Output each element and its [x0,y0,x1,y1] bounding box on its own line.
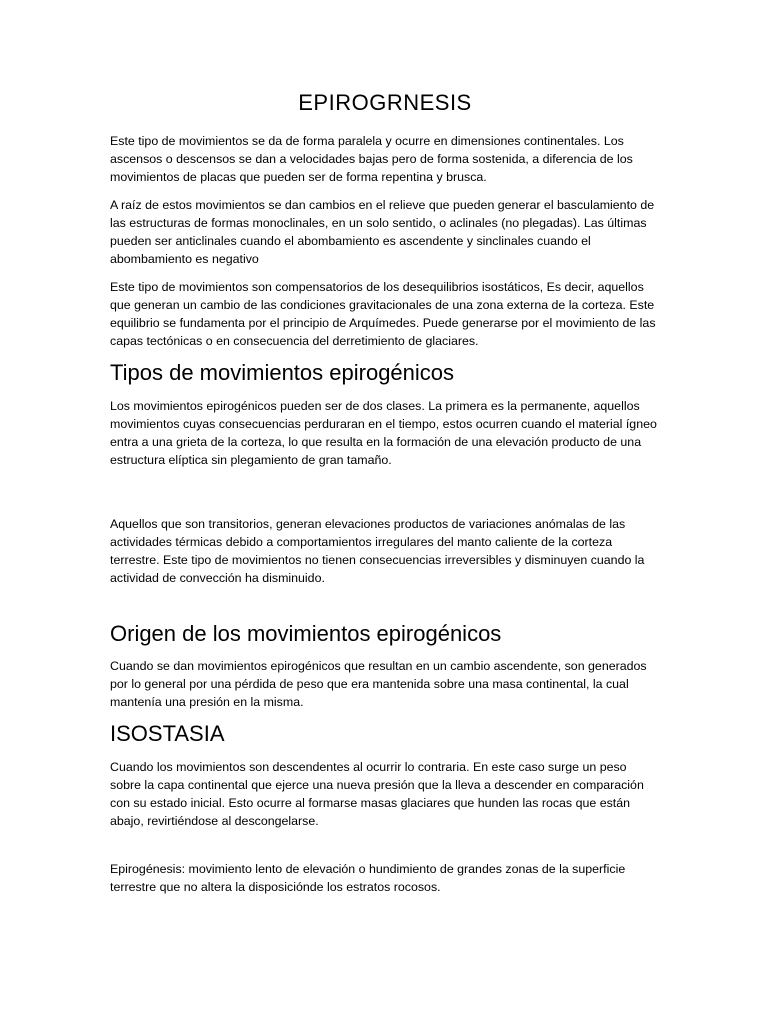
tipos-paragraph-2: Aquellos que son transitorios, generan elevaciones productos de variaciones anómalas de las actividades térmicas debido a comportamientos irregulares del manto caliente de la corteza terrestre. Este tipo de movimientos no tienen consecuencias irreversibles y disminuyen cuando la actividad de convección ha disminuido. [110,516,645,585]
definition-paragraph: Epirogénesis: movimiento lento de elevación o hundimiento de grandes zonas de la superficie terrestre que no altera la disposicióndе los estratos rocosos. [110,861,626,894]
intro-paragraph-3: Este tipo de movimientos son compensatorios de los desequilibrios isostáticos, Es decir, aquellos que generan un cambio de las condiciones gravitacionales de una zona externa de la corteza. Este equilibrio se fundamenta por el principio de Arquímedes. Puede generarse por el movimiento de las capas tectónicas o en consecuencia del derretimiento de glaciares. [110,280,656,349]
section-heading-tipos: Tipos de movimientos epirogénicos [110,360,455,386]
document-title: EPIROGRNESIS [298,90,472,115]
section-heading-origen: Origen de los movimientos epirogénicos [110,620,502,646]
document-page [110,90,660,906]
intro-paragraph-2: A raíz de estos movimientos se dan cambios en el relieve que pueden generar el basculamiento de las estructuras de formas monoclinales, en un solo sentido, o aclinales (no plegadas). Las últimas pueden ser anticlinales cuando el abombamiento es ascendente y sinclinales cuando el abombamiento es negativo [110,198,655,267]
origen-paragraph-1: Cuando se dan movimientos epirogénicos que resultan en un cambio ascendente, son generados por lo general por una pérdida de peso que era mantenida sobre una masa continental, la cual mantenía una presión en la misma. [110,659,647,710]
tipos-paragraph-1: Los movimientos epirogénicos pueden ser de dos clases. La primera es la permanente, aquellos movimientos cuyas consecuencias perduraran en el tiempo, estos ocurren cuando el material ígneo entra a una grieta de la corteza, lo que resulta en la formación de una elevación producto de una estructura elíptica sin plegamiento de gran tamaño. [110,398,657,467]
intro-paragraph-1: Este tipo de movimientos se da de forma paralela y ocurre en dimensiones continentales. Los ascensos o descensos se dan a velocidades bajas pero de forma sostenida, a diferencia de los movimientos de placas que pueden ser de forma repentina y brusca. [110,134,633,185]
section-heading-isostasia: ISOSTASIA [110,721,225,747]
isostasia-paragraph-1: Cuando los movimientos son descendentes al ocurrir lo contraria. En este caso surge un peso sobre la capa continental que ejerce una nueva presión que la lleva a descender en comparación con su estado inicial. Esto ocurre al formarse masas glaciares que hunden las rocas que están abajo, revirtiéndose al descongelarse. [110,759,644,828]
